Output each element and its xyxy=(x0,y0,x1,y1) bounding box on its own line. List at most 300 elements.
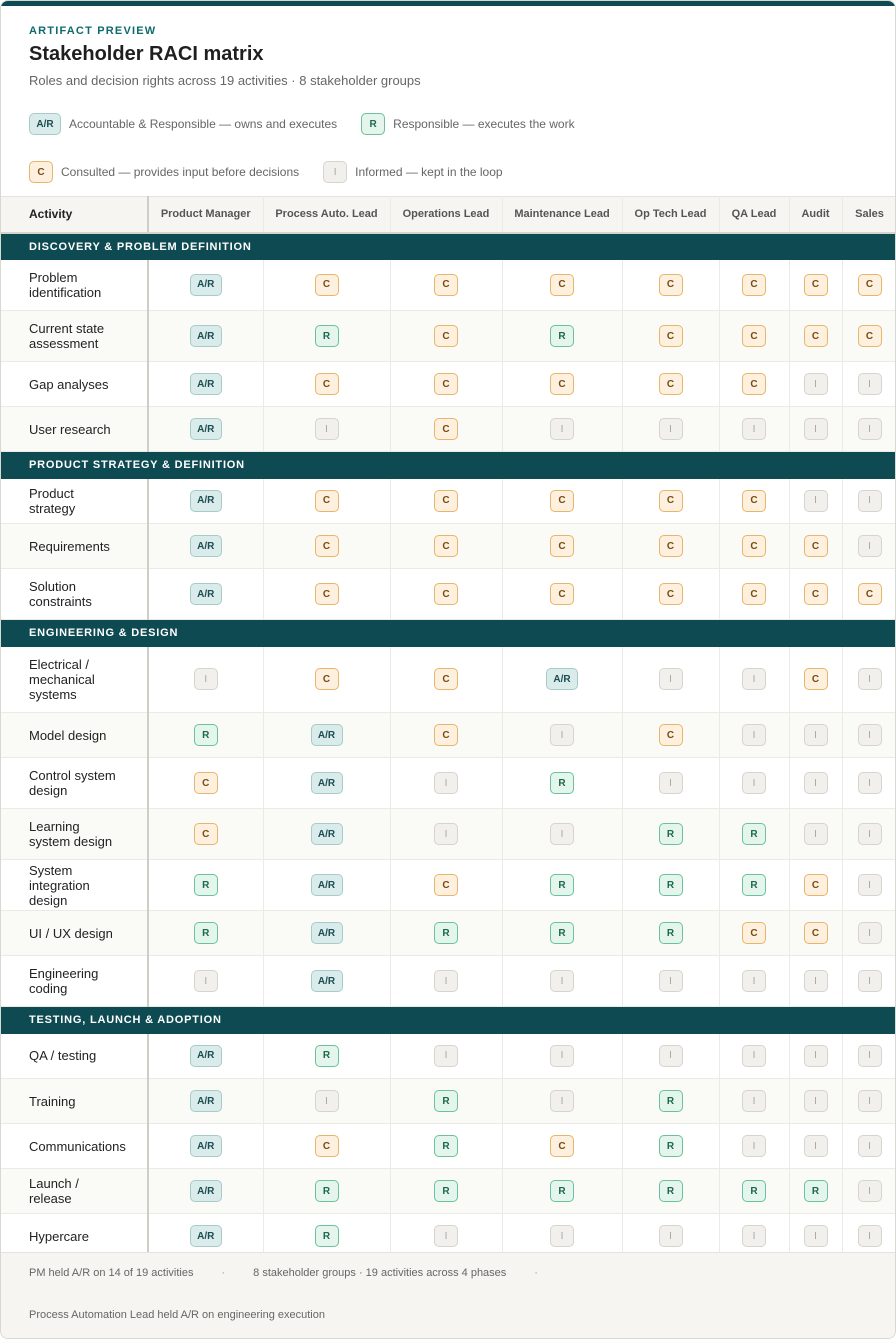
raci-cell xyxy=(622,407,719,452)
raci-chip-i: I xyxy=(858,535,882,557)
raci-chip-i: I xyxy=(434,772,458,794)
raci-cell xyxy=(390,407,502,452)
raci-cell xyxy=(622,713,719,758)
table-row xyxy=(1,524,896,569)
raci-cell xyxy=(719,407,789,452)
raci-cell xyxy=(502,713,622,758)
raci-chip-c: C xyxy=(550,373,574,395)
raci-chip-c: C xyxy=(659,274,683,296)
column-header-role: Product Manager xyxy=(148,197,263,233)
raci-chip-ar: A/R xyxy=(311,922,343,944)
raci-chip-r: R xyxy=(659,922,683,944)
footer-separator: · xyxy=(534,1267,538,1279)
raci-chip-i: I xyxy=(550,1090,574,1112)
activity-label: Problem identification xyxy=(1,260,148,311)
raci-cell xyxy=(719,809,789,860)
raci-cell xyxy=(263,362,390,407)
raci-chip-i: I xyxy=(550,724,574,746)
raci-chip-i: I xyxy=(858,1045,882,1067)
activity-label: System integration design xyxy=(1,860,148,911)
raci-chip-i: I xyxy=(315,1090,339,1112)
activity-label: Engineering coding xyxy=(1,956,148,1007)
raci-cell xyxy=(263,1169,390,1214)
raci-chip-ar: A/R xyxy=(311,874,343,896)
raci-chip-c: C xyxy=(315,373,339,395)
legend-item-ar xyxy=(29,100,337,148)
raci-chip-c: C xyxy=(858,274,882,296)
raci-chip-c: C xyxy=(659,535,683,557)
raci-cell xyxy=(263,524,390,569)
raci-cell xyxy=(502,860,622,911)
raci-chip-i: I xyxy=(659,668,683,690)
raci-chip-c: C xyxy=(434,274,458,296)
raci-cell xyxy=(789,1124,842,1169)
raci-cell xyxy=(502,569,622,620)
raci-cell xyxy=(263,1079,390,1124)
raci-cell xyxy=(789,860,842,911)
raci-chip-ar: A/R xyxy=(190,1045,222,1067)
raci-cell xyxy=(719,713,789,758)
raci-cell xyxy=(502,524,622,569)
raci-cell xyxy=(148,1124,263,1169)
raci-chip-i: I xyxy=(858,772,882,794)
table-row xyxy=(1,956,896,1007)
raci-chip-i: I xyxy=(434,1225,458,1247)
raci-cell xyxy=(263,1124,390,1169)
raci-chip-i: I xyxy=(742,772,766,794)
raci-cell xyxy=(148,911,263,956)
column-header-role: Op Tech Lead xyxy=(622,197,719,233)
raci-chip-r: R xyxy=(434,1180,458,1202)
table-row xyxy=(1,911,896,956)
raci-chip-i: I xyxy=(434,970,458,992)
raci-cell xyxy=(148,1034,263,1079)
legend-text-c: Consulted — provides input before decisions xyxy=(61,165,300,179)
raci-chip-c: C xyxy=(550,1135,574,1157)
raci-chip-ar: A/R xyxy=(190,418,222,440)
table-row xyxy=(1,260,896,311)
footer xyxy=(1,1252,895,1338)
legend xyxy=(29,100,867,196)
raci-cell xyxy=(842,260,896,311)
activity-label: User research xyxy=(1,407,148,452)
raci-cell xyxy=(789,1034,842,1079)
raci-chip-c: C xyxy=(434,418,458,440)
raci-chip-i: I xyxy=(858,1225,882,1247)
raci-cell xyxy=(148,809,263,860)
raci-cell xyxy=(789,758,842,809)
raci-cell xyxy=(622,569,719,620)
header xyxy=(1,6,895,196)
phase-title: PRODUCT STRATEGY & DEFINITION xyxy=(1,452,896,479)
phase-row xyxy=(1,452,896,479)
raci-cell xyxy=(502,1079,622,1124)
raci-cell xyxy=(502,647,622,713)
raci-cell xyxy=(148,647,263,713)
column-header-role: Operations Lead xyxy=(390,197,502,233)
raci-chip-c: C xyxy=(659,583,683,605)
raci-cell xyxy=(789,407,842,452)
raci-cell xyxy=(719,1124,789,1169)
column-header-role: Audit xyxy=(789,197,842,233)
raci-cell xyxy=(148,407,263,452)
raci-cell xyxy=(719,260,789,311)
raci-cell xyxy=(842,524,896,569)
raci-chip-r: R xyxy=(659,1090,683,1112)
raci-chip-c: C xyxy=(742,535,766,557)
raci-cell xyxy=(622,1034,719,1079)
raci-chip-i: I xyxy=(194,970,218,992)
raci-cell xyxy=(502,311,622,362)
raci-cell xyxy=(842,1124,896,1169)
raci-cell xyxy=(719,647,789,713)
raci-cell xyxy=(502,260,622,311)
raci-cell xyxy=(263,860,390,911)
raci-cell xyxy=(842,647,896,713)
legend-chip-c: C xyxy=(29,161,53,183)
raci-chip-i: I xyxy=(550,1045,574,1067)
phase-title: ENGINEERING & DESIGN xyxy=(1,620,896,647)
raci-chip-i: I xyxy=(858,668,882,690)
phase-row xyxy=(1,233,896,260)
raci-chip-c: C xyxy=(315,535,339,557)
raci-chip-c: C xyxy=(804,874,828,896)
raci-cell xyxy=(842,860,896,911)
raci-chip-c: C xyxy=(550,490,574,512)
raci-chip-r: R xyxy=(659,1135,683,1157)
raci-cell xyxy=(789,911,842,956)
raci-chip-r: R xyxy=(194,922,218,944)
raci-chip-i: I xyxy=(804,772,828,794)
raci-chip-ar: A/R xyxy=(190,373,222,395)
raci-cell xyxy=(148,713,263,758)
activity-label: Gap analyses xyxy=(1,362,148,407)
raci-cell xyxy=(789,569,842,620)
column-header-role: Maintenance Lead xyxy=(502,197,622,233)
raci-chip-ar: A/R xyxy=(190,1225,222,1247)
raci-chip-i: I xyxy=(659,1045,683,1067)
activity-label: Solution constraints xyxy=(1,569,148,620)
raci-cell xyxy=(719,311,789,362)
raci-chip-i: I xyxy=(804,490,828,512)
raci-cell xyxy=(148,758,263,809)
raci-cell xyxy=(148,956,263,1007)
raci-cell xyxy=(622,1124,719,1169)
activity-label: Communications xyxy=(1,1124,148,1169)
raci-chip-i: I xyxy=(858,418,882,440)
raci-chip-r: R xyxy=(194,874,218,896)
column-header-role: Process Auto. Lead xyxy=(263,197,390,233)
activity-label: Launch / release xyxy=(1,1169,148,1214)
raci-chip-r: R xyxy=(315,1225,339,1247)
raci-cell xyxy=(263,1034,390,1079)
raci-chip-r: R xyxy=(434,922,458,944)
raci-cell xyxy=(789,362,842,407)
raci-chip-r: R xyxy=(659,823,683,845)
raci-chip-i: I xyxy=(804,418,828,440)
raci-chip-i: I xyxy=(550,1225,574,1247)
table-row xyxy=(1,647,896,713)
raci-chip-i: I xyxy=(804,724,828,746)
raci-cell xyxy=(842,809,896,860)
raci-chip-c: C xyxy=(434,874,458,896)
footer-separator: · xyxy=(221,1267,226,1279)
legend-text-r: Responsible — executes the work xyxy=(393,117,575,131)
raci-cell xyxy=(789,260,842,311)
raci-chip-i: I xyxy=(804,970,828,992)
raci-cell xyxy=(390,713,502,758)
raci-chip-c: C xyxy=(315,668,339,690)
raci-chip-ar: A/R xyxy=(311,772,343,794)
raci-chip-c: C xyxy=(550,583,574,605)
raci-chip-c: C xyxy=(742,922,766,944)
table-row xyxy=(1,407,896,452)
raci-cell xyxy=(263,407,390,452)
column-header-role: QA Lead xyxy=(719,197,789,233)
raci-chip-i: I xyxy=(858,823,882,845)
raci-chip-c: C xyxy=(434,325,458,347)
raci-cell xyxy=(842,1034,896,1079)
raci-cell xyxy=(622,647,719,713)
raci-cell xyxy=(263,713,390,758)
raci-cell xyxy=(502,362,622,407)
raci-cell xyxy=(842,479,896,524)
raci-cell xyxy=(390,860,502,911)
raci-cell xyxy=(789,647,842,713)
raci-cell xyxy=(390,956,502,1007)
raci-chip-ar: A/R xyxy=(190,1180,222,1202)
raci-cell xyxy=(148,260,263,311)
raci-cell xyxy=(502,911,622,956)
raci-cell xyxy=(842,758,896,809)
raci-cell xyxy=(719,479,789,524)
raci-chip-ar: A/R xyxy=(311,724,343,746)
raci-cell xyxy=(390,758,502,809)
raci-cell xyxy=(842,911,896,956)
raci-cell xyxy=(622,1079,719,1124)
activity-label: Hypercare xyxy=(1,1214,148,1259)
raci-chip-i: I xyxy=(550,418,574,440)
raci-chip-c: C xyxy=(550,274,574,296)
raci-chip-c: C xyxy=(804,668,828,690)
table-row xyxy=(1,569,896,620)
table-row xyxy=(1,1124,896,1169)
raci-cell xyxy=(622,956,719,1007)
raci-chip-i: I xyxy=(550,823,574,845)
raci-cell xyxy=(622,911,719,956)
raci-chip-c: C xyxy=(659,373,683,395)
raci-cell xyxy=(148,569,263,620)
raci-chip-i: I xyxy=(434,1045,458,1067)
raci-table xyxy=(1,196,896,1259)
raci-chip-r: R xyxy=(550,922,574,944)
raci-chip-c: C xyxy=(434,535,458,557)
raci-cell xyxy=(502,956,622,1007)
raci-cell xyxy=(842,362,896,407)
raci-cell xyxy=(842,569,896,620)
raci-cell xyxy=(622,260,719,311)
phase-title: TESTING, LAUNCH & ADOPTION xyxy=(1,1007,896,1034)
table-row xyxy=(1,1169,896,1214)
raci-cell xyxy=(148,860,263,911)
raci-chip-i: I xyxy=(315,418,339,440)
legend-item-c xyxy=(29,148,299,196)
raci-cell xyxy=(263,911,390,956)
raci-cell xyxy=(390,911,502,956)
raci-chip-r: R xyxy=(434,1090,458,1112)
table-row xyxy=(1,860,896,911)
raci-cell xyxy=(148,362,263,407)
raci-chip-i: I xyxy=(194,668,218,690)
raci-chip-c: C xyxy=(434,373,458,395)
activity-label: Model design xyxy=(1,713,148,758)
raci-chip-ar: A/R xyxy=(311,970,343,992)
raci-chip-i: I xyxy=(550,970,574,992)
legend-chip-i: I xyxy=(323,161,347,183)
raci-chip-c: C xyxy=(315,274,339,296)
raci-chip-c: C xyxy=(434,724,458,746)
activity-label: QA / testing xyxy=(1,1034,148,1079)
raci-chip-i: I xyxy=(804,373,828,395)
page-title: Stakeholder RACI matrix xyxy=(29,43,264,65)
raci-cell xyxy=(148,311,263,362)
raci-cell xyxy=(719,911,789,956)
legend-text-ar: Accountable & Responsible — owns and executes xyxy=(69,117,338,131)
raci-cell xyxy=(502,407,622,452)
activity-label: Learning system design xyxy=(1,809,148,860)
table-row xyxy=(1,809,896,860)
raci-chip-ar: A/R xyxy=(311,823,343,845)
raci-cell xyxy=(719,1169,789,1214)
table-row xyxy=(1,758,896,809)
raci-chip-i: I xyxy=(659,1225,683,1247)
raci-chip-r: R xyxy=(550,772,574,794)
raci-cell xyxy=(263,311,390,362)
table-row xyxy=(1,1034,896,1079)
raci-chip-c: C xyxy=(742,274,766,296)
raci-cell xyxy=(502,479,622,524)
raci-chip-i: I xyxy=(858,1090,882,1112)
raci-chip-c: C xyxy=(194,772,218,794)
activity-label: Requirements xyxy=(1,524,148,569)
raci-cell xyxy=(390,1034,502,1079)
raci-cell xyxy=(719,860,789,911)
legend-item-r xyxy=(361,100,574,148)
raci-chip-c: C xyxy=(742,373,766,395)
raci-cell xyxy=(390,524,502,569)
raci-cell xyxy=(719,524,789,569)
raci-cell xyxy=(842,1079,896,1124)
raci-cell xyxy=(502,809,622,860)
raci-chip-ar: A/R xyxy=(190,325,222,347)
activity-label: Electrical / mechanical systems xyxy=(1,647,148,713)
raci-cell xyxy=(263,569,390,620)
raci-cell xyxy=(789,479,842,524)
raci-cell xyxy=(842,713,896,758)
raci-chip-i: I xyxy=(858,970,882,992)
table-row xyxy=(1,479,896,524)
raci-cell xyxy=(622,479,719,524)
raci-chip-i: I xyxy=(858,1135,882,1157)
raci-chip-c: C xyxy=(804,274,828,296)
phase-row xyxy=(1,620,896,647)
raci-chip-i: I xyxy=(742,418,766,440)
phase-row xyxy=(1,1007,896,1034)
legend-chip-r: R xyxy=(361,113,385,135)
raci-chip-c: C xyxy=(742,583,766,605)
raci-cell xyxy=(719,1079,789,1124)
footer-stat-pm: PM held A/R on 14 of 19 activities xyxy=(29,1267,194,1279)
raci-cell xyxy=(842,311,896,362)
raci-chip-r: R xyxy=(550,325,574,347)
raci-chip-i: I xyxy=(742,1225,766,1247)
raci-cell xyxy=(789,524,842,569)
raci-cell xyxy=(390,311,502,362)
raci-chip-r: R xyxy=(315,325,339,347)
activity-label: Product strategy xyxy=(1,479,148,524)
raci-cell xyxy=(390,1079,502,1124)
raci-cell xyxy=(390,260,502,311)
raci-cell xyxy=(148,1169,263,1214)
raci-cell xyxy=(502,758,622,809)
raci-cell xyxy=(622,524,719,569)
raci-chip-ar: A/R xyxy=(190,535,222,557)
raci-chip-i: I xyxy=(858,874,882,896)
raci-cell xyxy=(263,956,390,1007)
raci-chip-ar: A/R xyxy=(546,668,578,690)
raci-cell xyxy=(789,1169,842,1214)
raci-cell xyxy=(789,956,842,1007)
raci-cell xyxy=(263,647,390,713)
raci-cell xyxy=(719,758,789,809)
raci-cell xyxy=(502,1169,622,1214)
raci-chip-c: C xyxy=(659,490,683,512)
raci-chip-i: I xyxy=(804,823,828,845)
column-header-role: Sales xyxy=(842,197,896,233)
legend-text-i: Informed — kept in the loop xyxy=(355,165,503,179)
raci-cell xyxy=(789,809,842,860)
raci-cell xyxy=(148,1079,263,1124)
table-row xyxy=(1,1079,896,1124)
raci-chip-r: R xyxy=(742,823,766,845)
raci-chip-r: R xyxy=(434,1135,458,1157)
raci-chip-i: I xyxy=(804,1090,828,1112)
raci-cell xyxy=(622,758,719,809)
phase-title: DISCOVERY & PROBLEM DEFINITION xyxy=(1,233,896,260)
raci-chip-c: C xyxy=(742,490,766,512)
raci-cell xyxy=(502,1034,622,1079)
raci-chip-c: C xyxy=(858,325,882,347)
raci-cell xyxy=(263,260,390,311)
raci-cell xyxy=(719,569,789,620)
raci-chip-c: C xyxy=(659,724,683,746)
raci-chip-i: I xyxy=(858,1180,882,1202)
activity-label: UI / UX design xyxy=(1,911,148,956)
raci-chip-i: I xyxy=(858,373,882,395)
activity-label: Control system design xyxy=(1,758,148,809)
raci-cell xyxy=(263,479,390,524)
raci-cell xyxy=(390,1169,502,1214)
raci-chip-i: I xyxy=(659,418,683,440)
raci-chip-i: I xyxy=(742,1045,766,1067)
raci-chip-i: I xyxy=(858,490,882,512)
raci-chip-ar: A/R xyxy=(190,583,222,605)
raci-cell xyxy=(622,860,719,911)
raci-chip-i: I xyxy=(434,823,458,845)
raci-chip-ar: A/R xyxy=(190,490,222,512)
footer-stat-pal: Process Automation Lead held A/R on engineering execution xyxy=(29,1309,325,1321)
raci-chip-c: C xyxy=(194,823,218,845)
